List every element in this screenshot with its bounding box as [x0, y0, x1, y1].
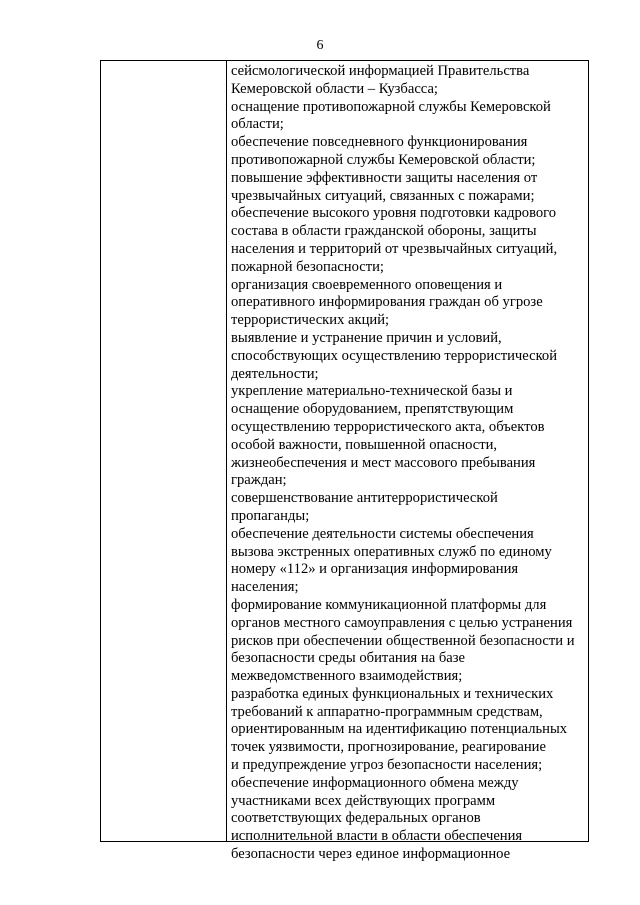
table-left-cell	[101, 61, 227, 841]
text-line: населения и территорий от чрезвычайных ситуаций,	[231, 240, 558, 257]
text-line: и предупреждение угроз безопасности населения;	[231, 757, 543, 774]
text-line: обеспечение повседневного функционирования	[231, 134, 528, 151]
text-line: сейсмологической информацией Правительства	[231, 63, 530, 79]
document-table	[100, 60, 589, 863]
text-line: населения;	[231, 579, 299, 596]
text-line: состава в области гражданской обороны, защиты	[231, 223, 537, 240]
text-line: повышение эффективности защиты населения от	[231, 169, 538, 186]
text-line: деятельности;	[231, 365, 319, 382]
text-line: Кемеровской области – Кузбасса;	[231, 80, 438, 97]
text-line: обеспечение высокого уровня подготовки кадрового	[231, 205, 557, 222]
text-line: обеспечение деятельности системы обеспечения	[231, 525, 534, 542]
text-line: рисков при обеспечении общественной безопасности и	[231, 632, 575, 649]
text-line: способствующих осуществлению террористической	[231, 347, 558, 364]
text-line: организация своевременного оповещения и	[231, 276, 503, 293]
text-line: особой важности, повышенной опасности,	[231, 436, 498, 453]
text-line: органов местного самоуправления с целью устранения	[231, 614, 573, 631]
text-line: безопасности через единое информационное	[231, 846, 511, 863]
text-line: межведомственного взаимодействия;	[231, 668, 463, 685]
text-line: террористических акций;	[231, 312, 390, 329]
table-right-cell	[227, 61, 588, 863]
text-line: граждан;	[231, 472, 287, 489]
text-line: выявление и устранение причин и условий,	[231, 329, 502, 346]
text-line: обеспечение информационного обмена между	[231, 774, 519, 791]
text-line: формирование коммуникационной платформы для	[231, 596, 547, 613]
page-number: 6	[316, 38, 324, 53]
text-line: чрезвычайных ситуаций, связанных с пожарами;	[231, 187, 535, 204]
text-line: укрепление материально-технической базы и	[231, 383, 513, 400]
text-line: требований к аппаратно-программным средствам,	[231, 703, 543, 720]
text-line: оснащение противопожарной службы Кемеровской	[231, 98, 551, 115]
text-line: пропаганды;	[231, 507, 310, 524]
text-line: пожарной безопасности;	[231, 258, 384, 275]
text-line: номеру «112» и организация информирования	[231, 561, 519, 578]
text-line: области;	[231, 116, 284, 133]
text-line: жизнеобеспечения и мест массового пребывания	[231, 454, 536, 471]
text-line: вызова экстренных оперативных служб по единому	[231, 543, 552, 560]
text-line: разработка единых функциональных и технических	[231, 685, 554, 702]
text-line: безопасности среды обитания на базе	[231, 650, 465, 667]
text-line: точек уязвимости, прогнозирование, реагирование	[231, 739, 546, 756]
text-line: оснащение оборудованием, препятствующим	[231, 401, 514, 418]
text-line: участниками всех действующих программ	[231, 792, 496, 809]
text-line: осуществлению террористического акта, объектов	[231, 418, 545, 435]
text-line: противопожарной службы Кемеровской области;	[231, 151, 536, 168]
text-line: оперативного информирования граждан об угрозе	[231, 294, 543, 311]
text-line: соответствующих федеральных органов	[231, 810, 481, 827]
text-line: исполнительной власти в области обеспечения	[231, 828, 523, 845]
text-line: ориентированным на идентификацию потенциальных	[231, 721, 568, 738]
text-line: совершенствование антитеррористической	[231, 490, 498, 507]
